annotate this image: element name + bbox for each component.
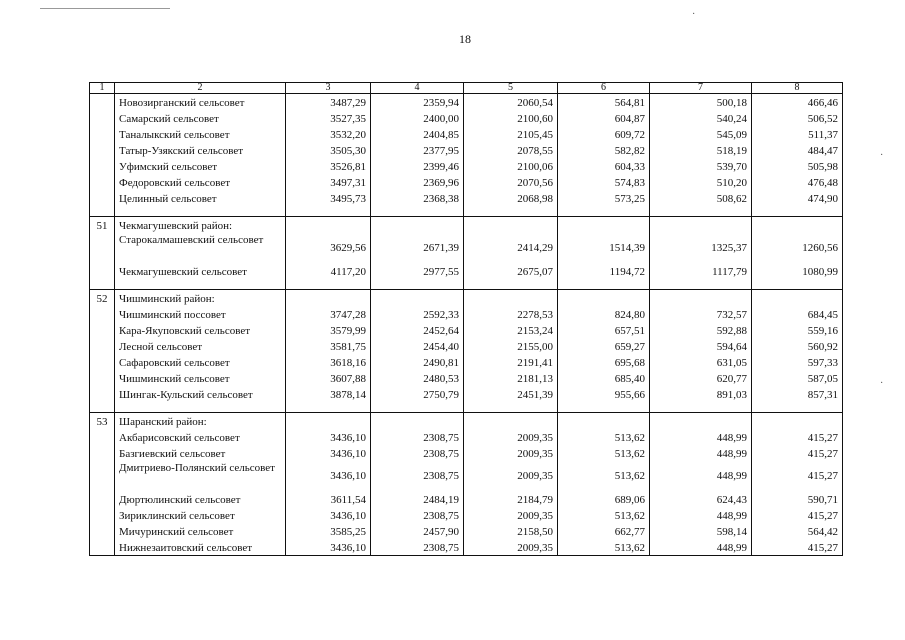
value-col-7: 891,03 [650,386,752,402]
value-col-7: 448,99 [650,507,752,523]
settlement-name: Уфимский сельсовет [115,158,286,174]
settlement-name: Целинный сельсовет [115,190,286,206]
value-col-3: 3436,10 [286,445,371,461]
value-col-4: 2359,94 [371,94,464,111]
value-col-6: 604,87 [558,110,650,126]
value-col-4: 2671,39 [371,233,464,263]
value-col-7: 500,18 [650,94,752,111]
table-row [90,94,843,111]
value-col-8: 857,31 [752,386,843,402]
value-col-7: 540,24 [650,110,752,126]
value-col-4: 2308,75 [371,507,464,523]
value-col-8: 415,27 [752,461,843,491]
row-number-cell [90,110,115,126]
value-col-5: 2068,98 [464,190,558,206]
value-col-8: 505,98 [752,158,843,174]
value-col-5: 2184,79 [464,491,558,507]
scan-speck: · [880,378,884,389]
settlement-name: Базгиевский сельсовет [115,445,286,461]
value-col-8: 564,42 [752,523,843,539]
row-number-cell [90,461,115,491]
value-col-4: 2399,46 [371,158,464,174]
empty-cell [464,217,558,234]
table-row [90,370,843,386]
value-col-6: 513,62 [558,445,650,461]
value-col-8: 1080,99 [752,263,843,279]
empty-cell [90,402,115,413]
value-col-7: 592,88 [650,322,752,338]
value-col-4: 2454,40 [371,338,464,354]
empty-cell [558,413,650,430]
district-header-row [90,217,843,234]
value-col-6: 662,77 [558,523,650,539]
value-col-8: 559,16 [752,322,843,338]
empty-cell [752,413,843,430]
row-number-cell [90,174,115,190]
settlement-name: Новозирганский сельсовет [115,94,286,111]
value-col-8: 1260,56 [752,233,843,263]
row-number-cell [90,429,115,445]
empty-cell [90,206,115,217]
empty-cell [558,279,650,290]
value-col-6: 564,81 [558,94,650,111]
empty-cell [371,413,464,430]
settlement-name: Таналыкский сельсовет [115,126,286,142]
value-col-6: 685,40 [558,370,650,386]
value-col-7: 594,64 [650,338,752,354]
empty-cell [371,206,464,217]
empty-cell [286,402,371,413]
value-col-5: 2009,35 [464,461,558,491]
value-col-6: 582,82 [558,142,650,158]
settlement-name: Самарский сельсовет [115,110,286,126]
value-col-4: 2490,81 [371,354,464,370]
scan-speck: · [880,150,884,161]
value-col-5: 2675,07 [464,263,558,279]
table-row [90,233,843,263]
value-col-4: 2457,90 [371,523,464,539]
empty-cell [650,217,752,234]
value-col-8: 506,52 [752,110,843,126]
row-number-cell [90,158,115,174]
value-col-5: 2158,50 [464,523,558,539]
row-number-cell [90,491,115,507]
value-col-3: 3878,14 [286,386,371,402]
district-title: Шаранский район: [115,413,286,430]
value-col-6: 659,27 [558,338,650,354]
row-number-cell [90,386,115,402]
empty-cell [371,402,464,413]
municipal-values-table [89,82,843,556]
value-col-7: 510,20 [650,174,752,190]
empty-cell [464,402,558,413]
value-col-8: 684,45 [752,306,843,322]
row-number-cell [90,190,115,206]
value-col-8: 560,92 [752,338,843,354]
value-col-7: 518,19 [650,142,752,158]
empty-cell [650,206,752,217]
empty-cell [90,279,115,290]
empty-cell [752,206,843,217]
top-rule [40,8,170,9]
value-col-4: 2368,38 [371,190,464,206]
empty-cell [286,206,371,217]
empty-cell [650,413,752,430]
value-col-3: 3585,25 [286,523,371,539]
table-row [90,386,843,402]
column-number: 4 [371,83,464,94]
value-col-6: 1194,72 [558,263,650,279]
value-col-5: 2278,53 [464,306,558,322]
value-col-3: 3527,35 [286,110,371,126]
value-col-5: 2009,35 [464,539,558,556]
value-col-6: 824,80 [558,306,650,322]
value-col-5: 2009,35 [464,445,558,461]
column-number: 7 [650,83,752,94]
value-col-4: 2377,95 [371,142,464,158]
settlement-name: Зириклинский сельсовет [115,507,286,523]
table-row [90,491,843,507]
value-col-3: 3436,10 [286,429,371,445]
district-title: Чекмагушевский район: [115,217,286,234]
value-col-7: 624,43 [650,491,752,507]
empty-cell [286,279,371,290]
empty-cell [752,279,843,290]
value-col-3: 3436,10 [286,507,371,523]
value-col-3: 3607,88 [286,370,371,386]
value-col-7: 545,09 [650,126,752,142]
value-col-3: 3495,73 [286,190,371,206]
settlement-name: Дюртюлинский сельсовет [115,491,286,507]
settlement-name: Дмитриево-Полянский сельсовет [115,461,286,491]
row-number-cell [90,306,115,322]
row-number-cell [90,94,115,111]
value-col-4: 2308,75 [371,461,464,491]
value-col-6: 609,72 [558,126,650,142]
value-col-7: 508,62 [650,190,752,206]
empty-cell [752,402,843,413]
column-number-row [90,83,843,94]
table-row [90,306,843,322]
table-row [90,263,843,279]
empty-cell [371,279,464,290]
value-col-3: 3611,54 [286,491,371,507]
settlement-name: Лесной сельсовет [115,338,286,354]
value-col-8: 476,48 [752,174,843,190]
section-spacer [90,402,843,413]
value-col-4: 2592,33 [371,306,464,322]
value-col-6: 573,25 [558,190,650,206]
settlement-name: Чишминский сельсовет [115,370,286,386]
page-number: 18 [459,32,471,46]
value-col-5: 2155,00 [464,338,558,354]
value-col-8: 474,90 [752,190,843,206]
value-col-5: 2009,35 [464,507,558,523]
row-number-cell [90,233,115,263]
row-number-cell [90,523,115,539]
empty-cell [650,279,752,290]
value-col-4: 2400,00 [371,110,464,126]
settlement-name: Чишминский поссовет [115,306,286,322]
value-col-8: 484,47 [752,142,843,158]
value-col-3: 3629,56 [286,233,371,263]
value-col-6: 513,62 [558,539,650,556]
value-col-4: 2404,85 [371,126,464,142]
value-col-3: 3618,16 [286,354,371,370]
value-col-7: 448,99 [650,445,752,461]
value-col-4: 2484,19 [371,491,464,507]
settlement-name: Татыр-Узякский сельсовет [115,142,286,158]
value-col-7: 448,99 [650,539,752,556]
section-spacer [90,279,843,290]
value-col-8: 415,27 [752,429,843,445]
value-col-7: 1325,37 [650,233,752,263]
value-col-5: 2191,41 [464,354,558,370]
empty-cell [464,206,558,217]
value-col-3: 3505,30 [286,142,371,158]
value-col-6: 513,62 [558,507,650,523]
row-number-cell [90,539,115,556]
table-row [90,507,843,523]
value-col-7: 598,14 [650,523,752,539]
empty-cell [371,217,464,234]
value-col-3: 3532,20 [286,126,371,142]
value-col-5: 2105,45 [464,126,558,142]
row-number-cell [90,142,115,158]
row-number-cell [90,126,115,142]
empty-cell [464,279,558,290]
table-row [90,445,843,461]
value-col-4: 2308,75 [371,539,464,556]
empty-cell [286,290,371,307]
row-number-cell [90,322,115,338]
value-col-6: 513,62 [558,461,650,491]
district-number: 53 [90,413,115,430]
value-col-6: 1514,39 [558,233,650,263]
empty-cell [115,206,286,217]
value-col-4: 2308,75 [371,429,464,445]
value-col-3: 3436,10 [286,539,371,556]
scan-speck: · [692,9,696,20]
settlement-name: Чекмагушевский сельсовет [115,263,286,279]
value-col-3: 4117,20 [286,263,371,279]
value-col-5: 2414,29 [464,233,558,263]
table-row [90,461,843,491]
district-header-row [90,290,843,307]
row-number-cell [90,354,115,370]
empty-cell [286,413,371,430]
table-row [90,174,843,190]
district-number: 52 [90,290,115,307]
value-col-5: 2009,35 [464,429,558,445]
empty-cell [558,206,650,217]
value-col-8: 590,71 [752,491,843,507]
table-row [90,354,843,370]
district-number: 51 [90,217,115,234]
value-col-5: 2451,39 [464,386,558,402]
value-col-8: 415,27 [752,507,843,523]
value-col-7: 620,77 [650,370,752,386]
settlement-name: Старокалмашевский сельсовет [115,233,286,263]
value-col-6: 695,68 [558,354,650,370]
empty-cell [752,217,843,234]
table-row [90,158,843,174]
value-col-4: 2452,64 [371,322,464,338]
value-col-4: 2750,79 [371,386,464,402]
value-col-5: 2078,55 [464,142,558,158]
value-col-5: 2060,54 [464,94,558,111]
row-number-cell [90,338,115,354]
row-number-cell [90,445,115,461]
settlement-name: Мичуринский сельсовет [115,523,286,539]
value-col-8: 415,27 [752,539,843,556]
empty-cell [115,279,286,290]
value-col-5: 2070,56 [464,174,558,190]
settlement-name: Акбарисовский сельсовет [115,429,286,445]
empty-cell [558,217,650,234]
settlement-name: Сафаровский сельсовет [115,354,286,370]
value-col-6: 955,66 [558,386,650,402]
table-row [90,142,843,158]
value-col-5: 2100,06 [464,158,558,174]
table-row [90,429,843,445]
row-number-cell [90,507,115,523]
value-col-8: 415,27 [752,445,843,461]
column-number: 5 [464,83,558,94]
table-row [90,190,843,206]
value-col-7: 732,57 [650,306,752,322]
settlement-name: Кара-Якуповский сельсовет [115,322,286,338]
empty-cell [650,290,752,307]
table-row [90,110,843,126]
value-col-3: 3487,29 [286,94,371,111]
empty-cell [115,402,286,413]
value-col-3: 3497,31 [286,174,371,190]
value-col-7: 1117,79 [650,263,752,279]
empty-cell [464,413,558,430]
value-col-3: 3581,75 [286,338,371,354]
value-col-3: 3747,28 [286,306,371,322]
value-col-6: 574,83 [558,174,650,190]
table-body [90,83,843,556]
value-col-7: 631,05 [650,354,752,370]
district-header-row [90,413,843,430]
district-title: Чишминский район: [115,290,286,307]
row-number-cell [90,263,115,279]
table-row [90,523,843,539]
table-row [90,539,843,556]
empty-cell [558,290,650,307]
value-col-4: 2369,96 [371,174,464,190]
settlement-name: Нижнезаитовский сельсовет [115,539,286,556]
value-col-7: 539,70 [650,158,752,174]
value-col-3: 3579,99 [286,322,371,338]
value-col-6: 604,33 [558,158,650,174]
value-col-3: 3436,10 [286,461,371,491]
value-col-6: 657,51 [558,322,650,338]
table-row [90,338,843,354]
value-col-8: 587,05 [752,370,843,386]
value-col-4: 2977,55 [371,263,464,279]
value-col-5: 2100,60 [464,110,558,126]
value-col-7: 448,99 [650,429,752,445]
column-number: 8 [752,83,843,94]
value-col-6: 689,06 [558,491,650,507]
value-col-7: 448,99 [650,461,752,491]
column-number: 3 [286,83,371,94]
value-col-8: 466,46 [752,94,843,111]
empty-cell [371,290,464,307]
column-number: 1 [90,83,115,94]
settlement-name: Федоровский сельсовет [115,174,286,190]
value-col-6: 513,62 [558,429,650,445]
section-spacer [90,206,843,217]
value-col-5: 2153,24 [464,322,558,338]
value-col-4: 2308,75 [371,445,464,461]
value-col-4: 2480,53 [371,370,464,386]
value-col-3: 3526,81 [286,158,371,174]
table-row [90,322,843,338]
value-col-8: 597,33 [752,354,843,370]
empty-cell [752,290,843,307]
column-number: 2 [115,83,286,94]
empty-cell [464,290,558,307]
settlement-name: Шингак-Кульский сельсовет [115,386,286,402]
empty-cell [558,402,650,413]
empty-cell [286,217,371,234]
table-row [90,126,843,142]
value-col-8: 511,37 [752,126,843,142]
value-col-5: 2181,13 [464,370,558,386]
empty-cell [650,402,752,413]
column-number: 6 [558,83,650,94]
row-number-cell [90,370,115,386]
